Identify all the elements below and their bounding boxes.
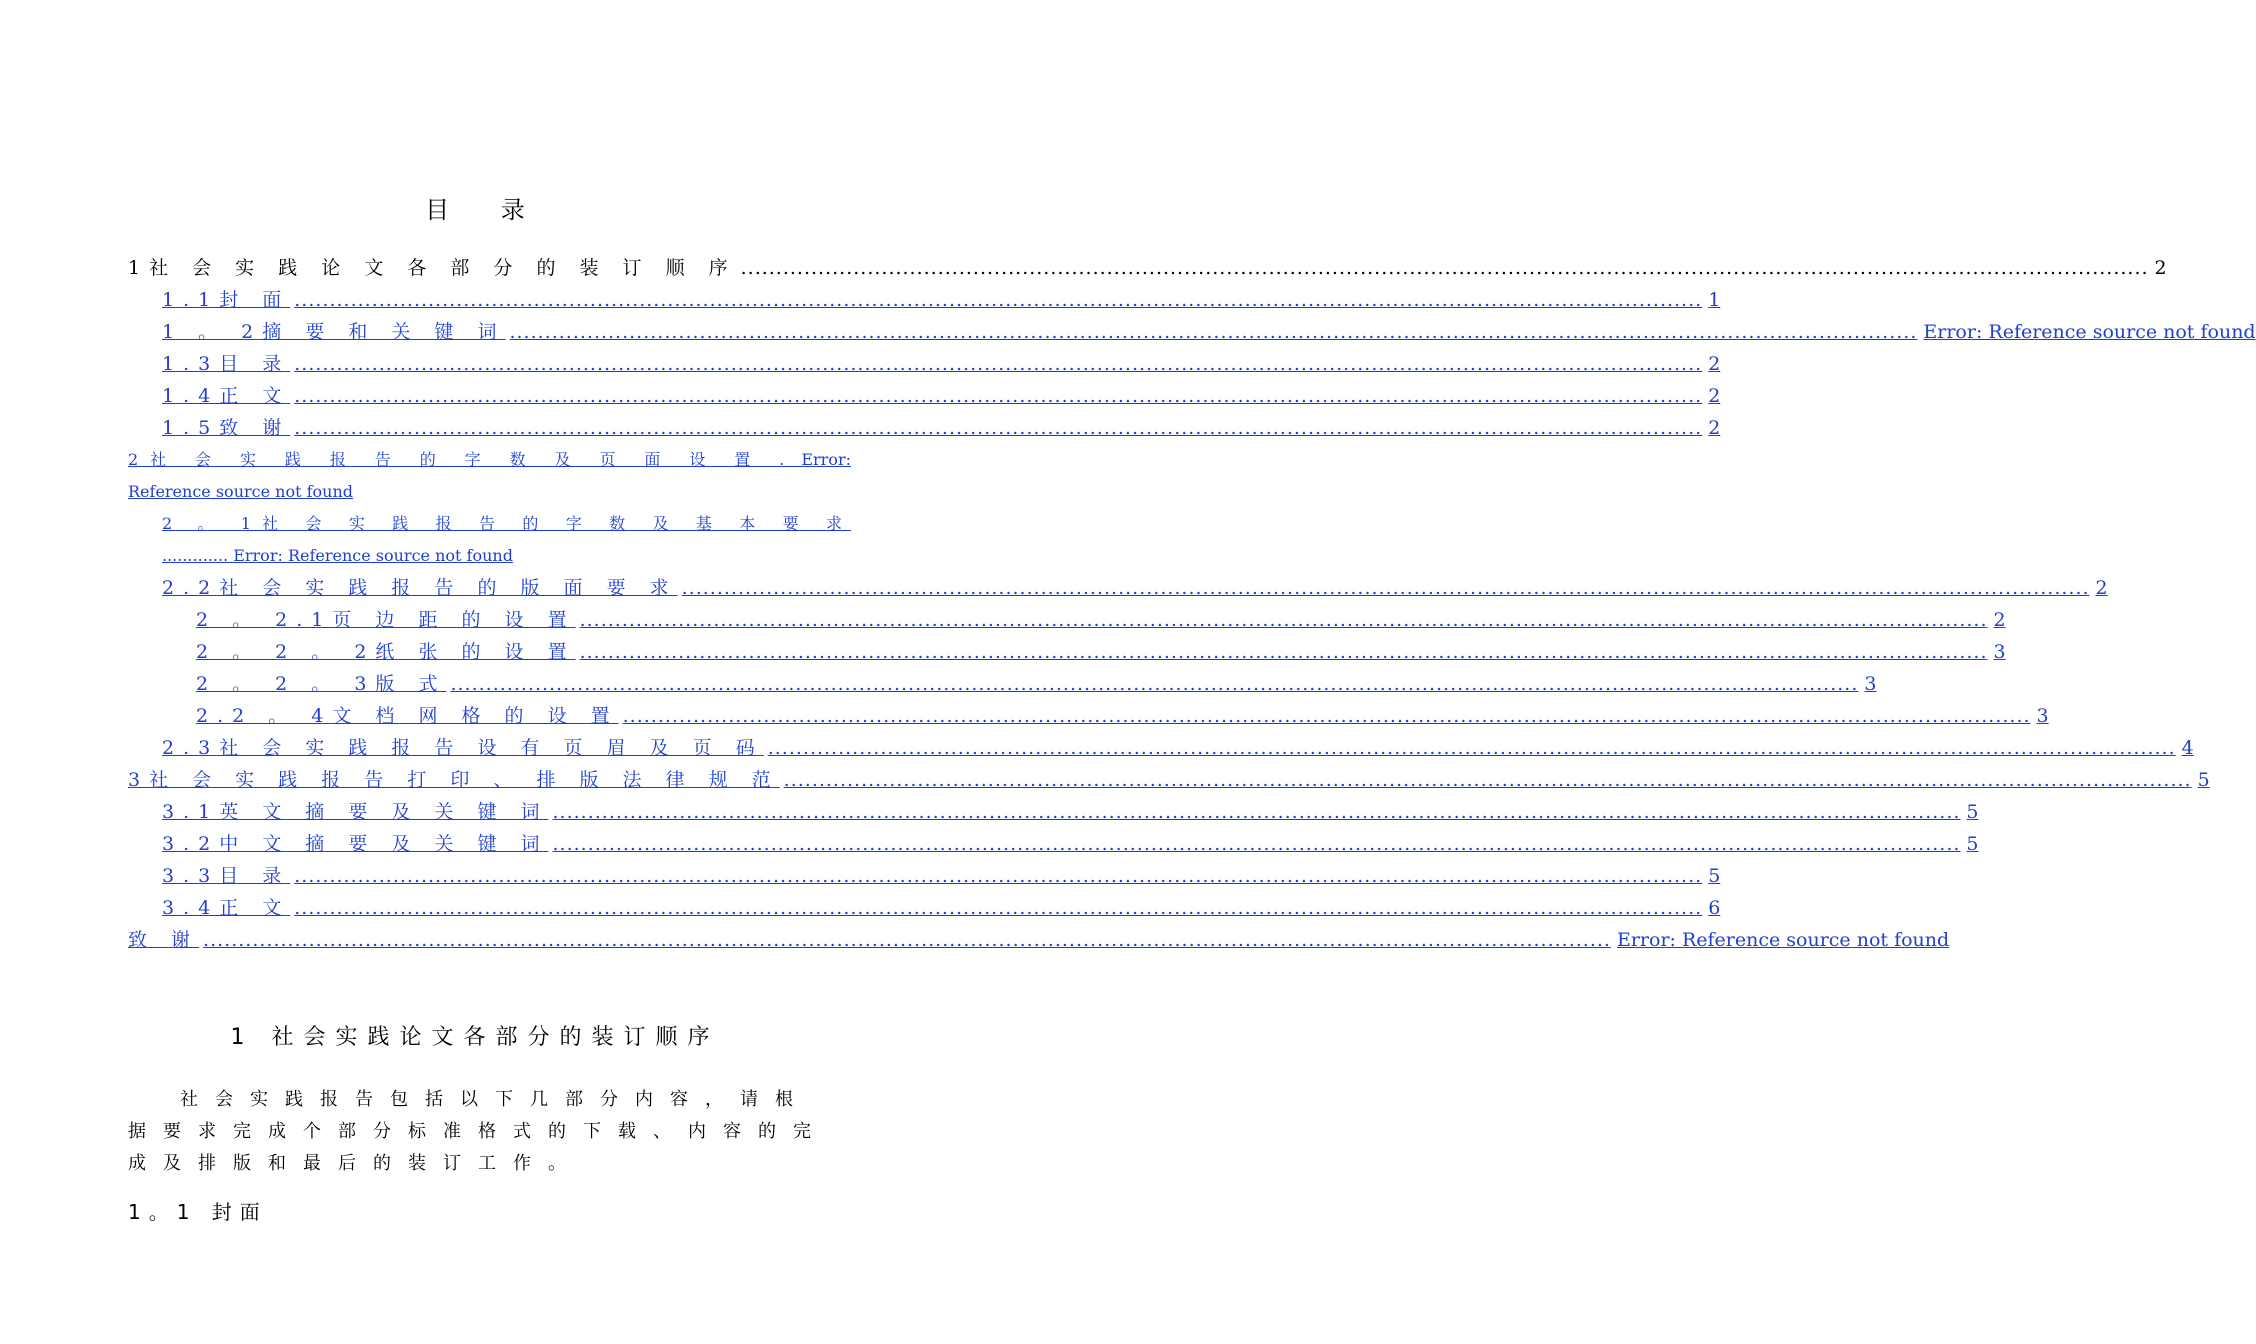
toc-entry-page: 5	[1966, 801, 1979, 823]
toc-entry-leader: ........................................................................................................................................................................................................	[783, 769, 2192, 791]
toc-entry[interactable]	[128, 892, 1721, 924]
toc-entry[interactable]	[128, 316, 2256, 348]
section-paragraph: 社会实践报告包括以下几部分内容，请根据要求完成个部分标准格式的下载、内容的完成及排版和最后的装订工作。	[128, 1089, 828, 1174]
toc-entry	[128, 252, 2167, 284]
toc-entry[interactable]	[128, 796, 1979, 828]
toc-entry-leader: ........................................................................................................................................................................................................	[450, 673, 1859, 695]
toc-entry-label: 3.1英 文 摘 要 及 关 键 词	[162, 801, 549, 823]
toc-entry-leader: ........................................................................................................................................................................................................	[294, 417, 1703, 439]
toc-entry-label: 1.1封 面	[162, 289, 291, 311]
toc-entry[interactable]	[128, 348, 1721, 380]
toc-entry-label: 2社 会 实 践 报 告 的 字 数 及 页 面 设 置 .	[128, 450, 794, 469]
toc-entry-leader: ........................................................................................................................................................................................................	[294, 353, 1703, 375]
toc-entry-leader: ........................................................................................................................................................................................................	[579, 609, 1988, 631]
toc-entry-leader: ........................................................................................................................................................................................................	[552, 801, 1961, 823]
toc-entry-label: 2.2社 会 实 践 报 告 的 版 面 要 求	[162, 577, 678, 599]
toc-entry-label: 1 。 2摘 要 和 关 键 词	[162, 321, 506, 343]
toc-entry-page: 4	[2181, 737, 2194, 759]
toc-entry-label: 3.3目 录	[162, 865, 291, 887]
toc-entry-label: 2 。 2 。 2纸 张 的 设 置	[196, 641, 576, 663]
toc-entry-page: 2	[1993, 609, 2006, 631]
toc-entry-page: Error: Reference source not found	[1923, 321, 2256, 343]
toc-entry[interactable]	[128, 732, 2194, 764]
toc-entry-leader: ........................................................................................................................................................................................................	[681, 577, 2090, 599]
toc-entry-label: 3.2中 文 摘 要 及 关 键 词	[162, 833, 549, 855]
toc-entry-leader: ........................................................................................................................................................................................................	[294, 865, 1703, 887]
toc-entry-page: 2	[2095, 577, 2108, 599]
toc-entry[interactable]	[128, 764, 2210, 796]
toc-entry-page: 1	[1708, 289, 1721, 311]
toc-entry-page: Error: Reference source not found	[1616, 929, 1950, 951]
toc-entry-leader: ........................................................................................................................................................................................................	[552, 833, 1961, 855]
toc-entry-label: 1.5致 谢	[162, 417, 291, 439]
toc-entry-page: 2	[1708, 417, 1721, 439]
toc-entry-page: Error: Reference source not found	[128, 450, 851, 501]
toc-entry[interactable]	[128, 860, 1721, 892]
toc-entry-label: 3社 会 实 践 报 告 打 印 、 排 版 法 律 规 范	[128, 769, 780, 791]
toc-entry-label: 3.4正 文	[162, 897, 291, 919]
toc-entry[interactable]	[128, 924, 1950, 956]
toc-entry[interactable]	[128, 604, 2006, 636]
toc-entry[interactable]	[128, 380, 1721, 412]
toc-entry[interactable]	[128, 828, 1979, 860]
toc-entry-label: 致 谢	[128, 929, 200, 951]
toc-entry-label: 2.2 。 4文 档 网 格 的 设 置	[196, 705, 619, 727]
toc-entry-label: 2 。 2.1页 边 距 的 设 置	[196, 609, 576, 631]
toc-entry-leader: .............	[162, 546, 234, 565]
toc-entry-page: 3	[2036, 705, 2049, 727]
toc-entry-label: 1.3目 录	[162, 353, 291, 375]
toc-entry-page: 2	[1708, 385, 1721, 407]
toc-entry-page: 6	[1708, 897, 1721, 919]
table-of-contents	[128, 252, 2256, 956]
toc-entry[interactable]	[128, 668, 1877, 700]
section-title: 1 社会实践论文各部分的装订顺序	[230, 1025, 720, 1050]
toc-title: 目 录	[425, 196, 547, 224]
toc-entry-leader: ........................................................................................................................................................................................................	[740, 257, 2149, 279]
toc-entry[interactable]	[128, 508, 851, 572]
toc-entry-leader: ........................................................................................................................................................................................................	[622, 705, 2031, 727]
toc-entry-page: 2	[2154, 257, 2167, 279]
toc-entry-page: 5	[1708, 865, 1721, 887]
toc-entry-leader: ........................................................................................................................................................................................................	[294, 289, 1703, 311]
toc-entry-leader: ........................................................................................................................................................................................................	[294, 897, 1703, 919]
toc-entry-leader: ........................................................................................................................................................................................................	[509, 321, 1918, 343]
toc-entry[interactable]	[128, 284, 1721, 316]
toc-entry-page: 5	[2197, 769, 2210, 791]
toc-entry-leader: ........................................................................................................................................................................................................	[579, 641, 1988, 663]
toc-entry-label: 2 。 2 。 3版 式	[196, 673, 447, 695]
toc-entry-page: 3	[1993, 641, 2006, 663]
toc-entry[interactable]	[128, 636, 2006, 668]
toc-entry-label: 1社 会 实 践 论 文 各 部 分 的 装 订 顺 序	[128, 257, 737, 279]
toc-entry-label: 1.4正 文	[162, 385, 291, 407]
toc-entry-page: Error: Reference source not found	[233, 546, 513, 565]
toc-entry-page: 5	[1966, 833, 1979, 855]
toc-entry-page: 2	[1708, 353, 1721, 375]
toc-entry-label: 2 。 1社 会 实 践 报 告 的 字 数 及 基 本 要 求	[162, 514, 851, 533]
toc-entry-leader: ........................................................................................................................................................................................................	[767, 737, 2176, 759]
subsection-title: 1。1 封面	[128, 1200, 268, 1224]
toc-entry[interactable]	[128, 700, 2049, 732]
toc-entry-leader: ........................................................................................................................................................................................................	[294, 385, 1703, 407]
toc-entry[interactable]	[128, 572, 2108, 604]
toc-entry-page: 3	[1864, 673, 1877, 695]
toc-entry[interactable]	[128, 444, 851, 508]
toc-entry[interactable]	[128, 412, 1721, 444]
toc-entry-label: 2.3社 会 实 践 报 告 设 有 页 眉 及 页 码	[162, 737, 764, 759]
toc-entry-leader: ........................................................................................................................................................................................................	[203, 929, 1611, 951]
